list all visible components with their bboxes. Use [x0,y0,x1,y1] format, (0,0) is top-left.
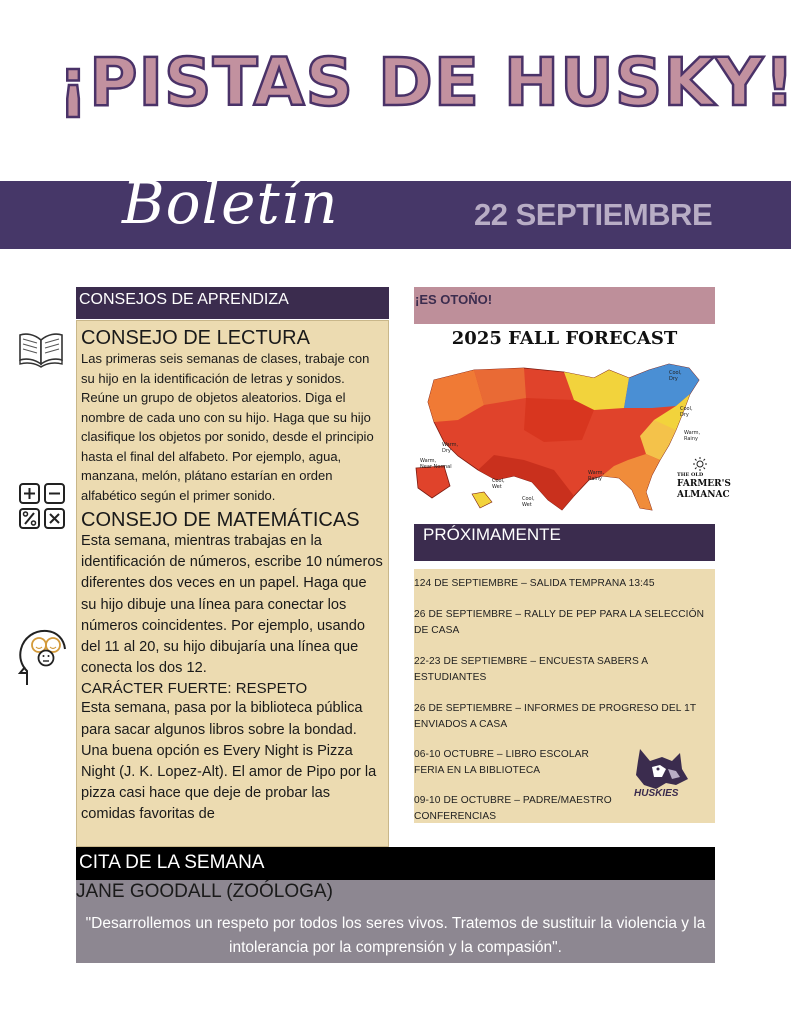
map-title: 2025 FALL FORECAST [451,328,678,349]
almanac-line-1: THE OLD [677,472,704,478]
character-tip-heading: CARÁCTER FUERTE: RESPETO [81,680,308,698]
math-tip-body: Esta semana, mientras trabajas en la identificación de números, escribe 10 números diferentes dos veces en un papel. Haga que su hijo dibuje una línea para conectar los números coincidentes. Por ejemplo, usando del 11 al 20, su hijo dibujaría una línea que conecta los dos 12. [81,533,383,677]
upcoming-header: PRÓXIMAMENTE [414,524,715,561]
almanac-line-3: ALMANAC [677,490,730,500]
svg-text:Cool,: Cool, [680,406,693,412]
math-tip-heading: CONSEJO DE MATEMÁTICAS [81,509,360,531]
event-item: 22-23 DE SEPTIEMBRE – ENCUESTA SABERS A ESTUDIANTES [414,656,648,683]
event-item: 26 DE SEPTIEMBRE – INFORMES DE PROGRESO DEL 1T ENVIADOS A CASA [414,703,696,730]
fall-forecast-map [414,324,731,520]
quote-text: "Desarrollemos un respeto por todos los seres vivos. Tratemos de sustituir la violencia y la intolerancia por la comprensión y la compasión". [85,915,706,956]
svg-text:Warm,: Warm, [684,430,701,436]
almanac-sun-icon [693,457,707,471]
svg-text:Dry: Dry [442,448,451,454]
svg-text:Dry: Dry [680,412,689,418]
svg-text:Rainy: Rainy [684,436,698,442]
svg-text:Cool,: Cool, [522,496,535,502]
upcoming-events-box [414,569,715,823]
newsletter-title: ¡PISTAS DE HUSKY! [58,44,795,121]
huskies-logo-text: HUSKIES [634,788,679,799]
event-item: 09-10 DE OCTUBRE – PADRE/MAESTRO CONFERENCIAS [414,795,612,822]
svg-text:Cool,: Cool, [492,478,505,484]
svg-text:Near Normal: Near Normal [420,464,452,470]
us-map-image [414,350,731,520]
svg-text:Rainy: Rainy [588,476,602,482]
autumn-header: ¡ES OTOÑO! [414,287,715,324]
quote-header: CITA DE LA SEMANA [76,847,715,880]
svg-text:Cool,: Cool, [669,370,682,376]
svg-text:Wet: Wet [522,502,532,508]
reading-tip-body: Las primeras seis semanas de clases, trabaje con su hijo en la identificación de letras y sonidos. Reúne un grupo de objetos aleatorios. Diga el nombre de cada uno con su hijo. Haga que su hijo clasifique los objetos por sonido, desde el principio hasta el final del alfabeto. Por ejemplo, agua, manzana, melón, plátano estarían en orden alfabético según el primer sonido. [81,351,374,503]
almanac-line-2: FARMER'S [677,479,731,489]
svg-text:Warm,: Warm, [442,442,459,448]
banner-date: 22 SEPTIEMBRE [474,197,713,232]
character-tip-body: Esta semana, pasa por la biblioteca pública para sacar algunos libros sobre la bondad. Una buena opción es Every Night is Pizza Night (J. K. Lopez-Alt). El amor de Pipo por la pizza casi hace que deje de probar las comidas favoritas de [81,700,377,823]
almanac-credit [677,472,731,501]
svg-text:Warm,: Warm, [588,470,605,476]
open-book-icon [17,330,65,368]
banner-script-title: Boletín [122,169,339,237]
head-emotions-icon [17,627,67,687]
learning-tips-header: CONSEJOS DE APRENDIZA [76,287,389,319]
quote-author: JANE GOODALL (ZOÓLOGA) [76,881,333,902]
math-operators-icon [18,482,66,530]
reading-tip-heading: CONSEJO DE LECTURA [81,327,310,349]
quote-box [76,880,715,963]
svg-text:Warm,: Warm, [420,458,437,464]
svg-text:Wet: Wet [492,484,502,490]
event-item: 06-10 OCTUBRE – LIBRO ESCOLAR FERIA EN LA BIBLIOTECA [414,749,590,776]
event-item: 124 DE SEPTIEMBRE – SALIDA TEMPRANA 13:45 [414,578,655,589]
event-item: 26 DE SEPTIEMBRE – RALLY DE PEP PARA LA SELECCIÓN DE CASA [414,609,705,636]
svg-text:Dry: Dry [669,376,678,382]
learning-tips-box [76,320,389,847]
